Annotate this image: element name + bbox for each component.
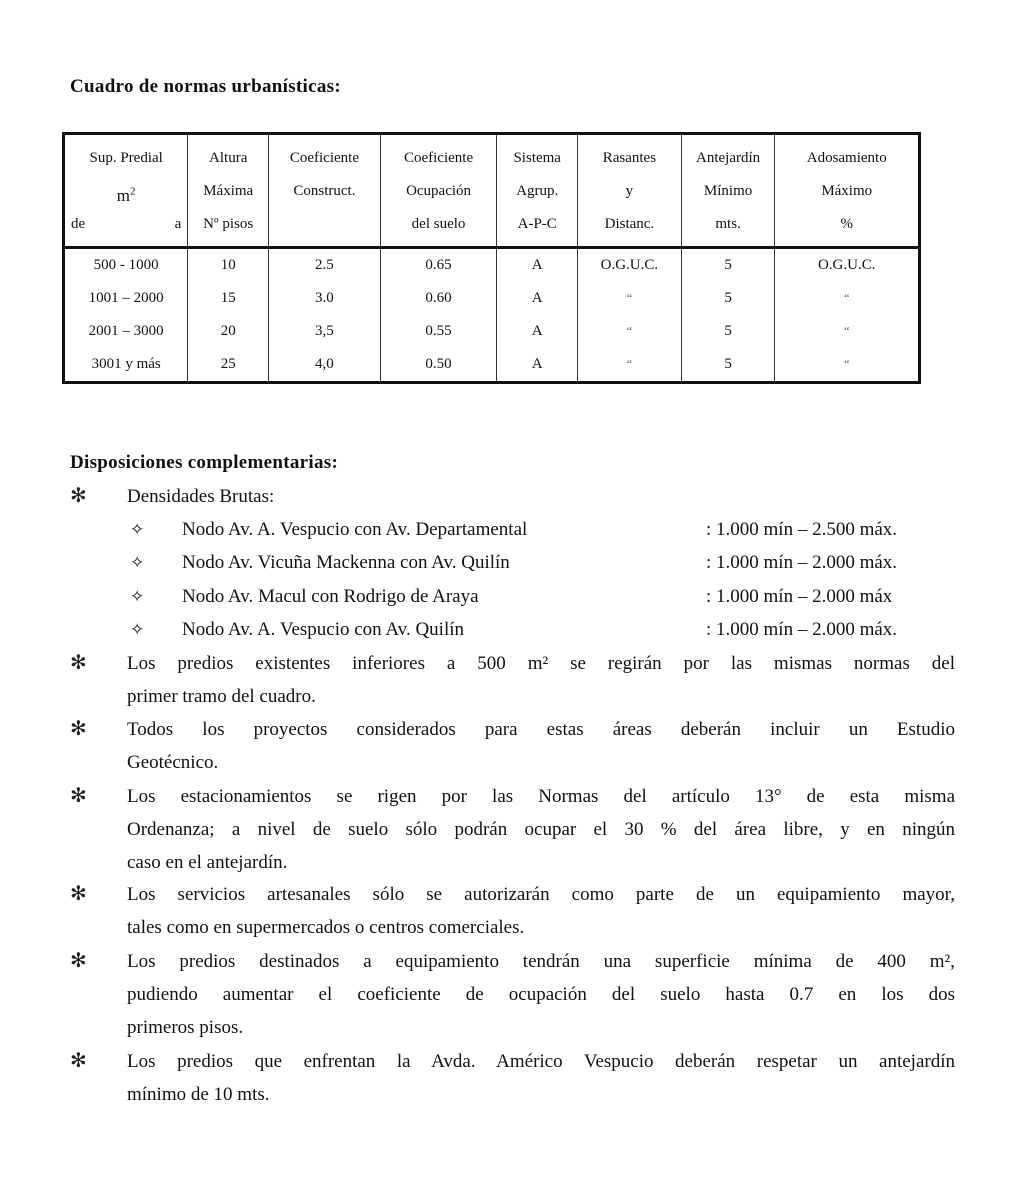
provision-line: mínimo de 10 mts. xyxy=(127,1084,270,1105)
table-cell: 0.60 xyxy=(380,282,497,315)
table-row xyxy=(64,282,920,315)
table-cell: 1001 – 2000 xyxy=(64,282,188,315)
header-antejardin: Antejardín Mínimo mts. xyxy=(681,134,775,248)
table-cell: 0.65 xyxy=(380,248,497,283)
table-cell: 3001 y más xyxy=(64,348,188,383)
node-item xyxy=(130,546,955,579)
table-row xyxy=(64,315,920,348)
table-cell: 2001 – 3000 xyxy=(64,315,188,348)
table-cell: 5 xyxy=(681,348,775,383)
table-cell: 20 xyxy=(188,315,269,348)
table-cell: 25 xyxy=(188,348,269,383)
asterisk-bullet-icon: ✻ xyxy=(70,1050,87,1072)
table-title: Cuadro de normas urbanísticas: xyxy=(70,76,341,97)
table-cell: A xyxy=(497,348,578,383)
header-adosamiento: Adosamiento Máximo % xyxy=(775,134,920,248)
asterisk-bullet-icon: ✻ xyxy=(70,485,87,507)
table-cell: “ xyxy=(775,315,920,348)
provision-item xyxy=(70,878,955,944)
provision-line: caso en el antejardín. xyxy=(127,852,288,873)
header-sup-predial: Sup. Predial $m^2$ de a xyxy=(64,134,188,248)
header-rasantes: Rasantes y Distanc. xyxy=(578,134,682,248)
table-cell: “ xyxy=(775,282,920,315)
table-cell: A xyxy=(497,315,578,348)
table-cell: “ xyxy=(775,348,920,383)
asterisk-bullet-icon: ✻ xyxy=(70,950,87,972)
provision-line: Los predios destinados a equipamiento tendrán una superficie mínima de 400 m², xyxy=(127,951,955,972)
provision-line: primeros pisos. xyxy=(127,1017,244,1038)
asterisk-bullet-icon: ✻ xyxy=(70,718,87,740)
densidades-item xyxy=(70,480,955,513)
diamond-bullet-icon: ✧ xyxy=(130,620,145,639)
provision-line: Los predios existentes inferiores a 500 m² se regirán por las mismas normas del xyxy=(127,653,955,674)
node-item xyxy=(130,513,955,546)
table-cell: 10 xyxy=(188,248,269,283)
table-cell: 0.50 xyxy=(380,348,497,383)
asterisk-bullet-icon: ✻ xyxy=(70,785,87,807)
provision-item xyxy=(70,713,955,779)
node-name: Nodo Av. A. Vespucio con Av. Departamental xyxy=(182,519,528,540)
header-coef-ocupacion: Coeficiente Ocupación del suelo xyxy=(380,134,497,248)
provision-item xyxy=(70,945,955,1044)
table-cell: “ xyxy=(578,348,682,383)
header-sistema: Sistema Agrup. A-P-C xyxy=(497,134,578,248)
provision-line: Geotécnico. xyxy=(127,752,219,773)
table-row xyxy=(64,248,920,283)
provision-line: Todos los proyectos considerados para estas áreas deberán incluir un Estudio xyxy=(127,719,955,740)
provision-item xyxy=(70,780,955,879)
node-range: : 1.000 mín – 2.500 máx. xyxy=(706,519,898,540)
provision-item xyxy=(70,1045,955,1111)
table-cell: 3.0 xyxy=(269,282,381,315)
table-cell: 0.55 xyxy=(380,315,497,348)
node-item xyxy=(130,613,955,646)
node-name: Nodo Av. Vicuña Mackenna con Av. Quilín xyxy=(182,552,510,573)
diamond-bullet-icon: ✧ xyxy=(130,520,145,539)
table-cell: 500 - 1000 xyxy=(64,248,188,283)
table-cell: 5 xyxy=(681,248,775,283)
densidades-label: Densidades Brutas: xyxy=(127,486,275,507)
table-cell: 15 xyxy=(188,282,269,315)
node-range: : 1.000 mín – 2.000 máx. xyxy=(706,619,898,640)
table-cell: A xyxy=(497,248,578,283)
node-range: : 1.000 mín – 2.000 máx. xyxy=(706,552,898,573)
provision-line: pudiendo aumentar el coeficiente de ocupación del suelo hasta 0.7 en los dos xyxy=(127,984,955,1005)
urban-norms-table xyxy=(62,132,921,384)
header-m2-unit: $m^2$ xyxy=(116,185,136,205)
table-cell: 5 xyxy=(681,315,775,348)
diamond-bullet-icon: ✧ xyxy=(130,587,145,606)
table-row xyxy=(64,348,920,383)
asterisk-bullet-icon: ✻ xyxy=(70,652,87,674)
header-coef-construct: Coeficiente Construct. xyxy=(269,134,381,248)
table-cell: “ xyxy=(578,282,682,315)
section-title: Disposiciones complementarias: xyxy=(70,452,339,473)
provision-line: Los predios que enfrentan la Avda. Américo Vespucio deberán respetar un antejardín xyxy=(127,1051,955,1072)
asterisk-bullet-icon: ✻ xyxy=(70,883,87,905)
table-cell: 2.5 xyxy=(269,248,381,283)
table-cell: 5 xyxy=(681,282,775,315)
table-cell: O.G.U.C. xyxy=(775,248,920,283)
node-name: Nodo Av. Macul con Rodrigo de Araya xyxy=(182,586,479,607)
table-cell: 4,0 xyxy=(269,348,381,383)
provision-line: Los estacionamientos se rigen por las Normas del artículo 13° de esta misma xyxy=(127,786,955,807)
table-cell: “ xyxy=(578,315,682,348)
diamond-bullet-icon: ✧ xyxy=(130,553,145,572)
provision-item xyxy=(70,647,955,713)
table-cell: A xyxy=(497,282,578,315)
provision-line: Los servicios artesanales sólo se autorizarán como parte de un equipamiento mayor, xyxy=(127,884,955,905)
table-cell: 3,5 xyxy=(269,315,381,348)
node-name: Nodo Av. A. Vespucio con Av. Quilín xyxy=(182,619,465,640)
node-range: : 1.000 mín – 2.000 máx xyxy=(706,586,893,607)
header-altura: Altura Máxima Nº pisos xyxy=(188,134,269,248)
provision-line: primer tramo del cuadro. xyxy=(127,686,316,707)
provision-line: tales como en supermercados o centros comerciales. xyxy=(127,917,525,938)
provision-line: Ordenanza; a nivel de suelo sólo podrán ocupar el 30 % del área libre, y en ningún xyxy=(127,819,955,840)
table-header-row xyxy=(64,134,920,248)
node-item xyxy=(130,580,955,613)
table-cell: O.G.U.C. xyxy=(578,248,682,283)
